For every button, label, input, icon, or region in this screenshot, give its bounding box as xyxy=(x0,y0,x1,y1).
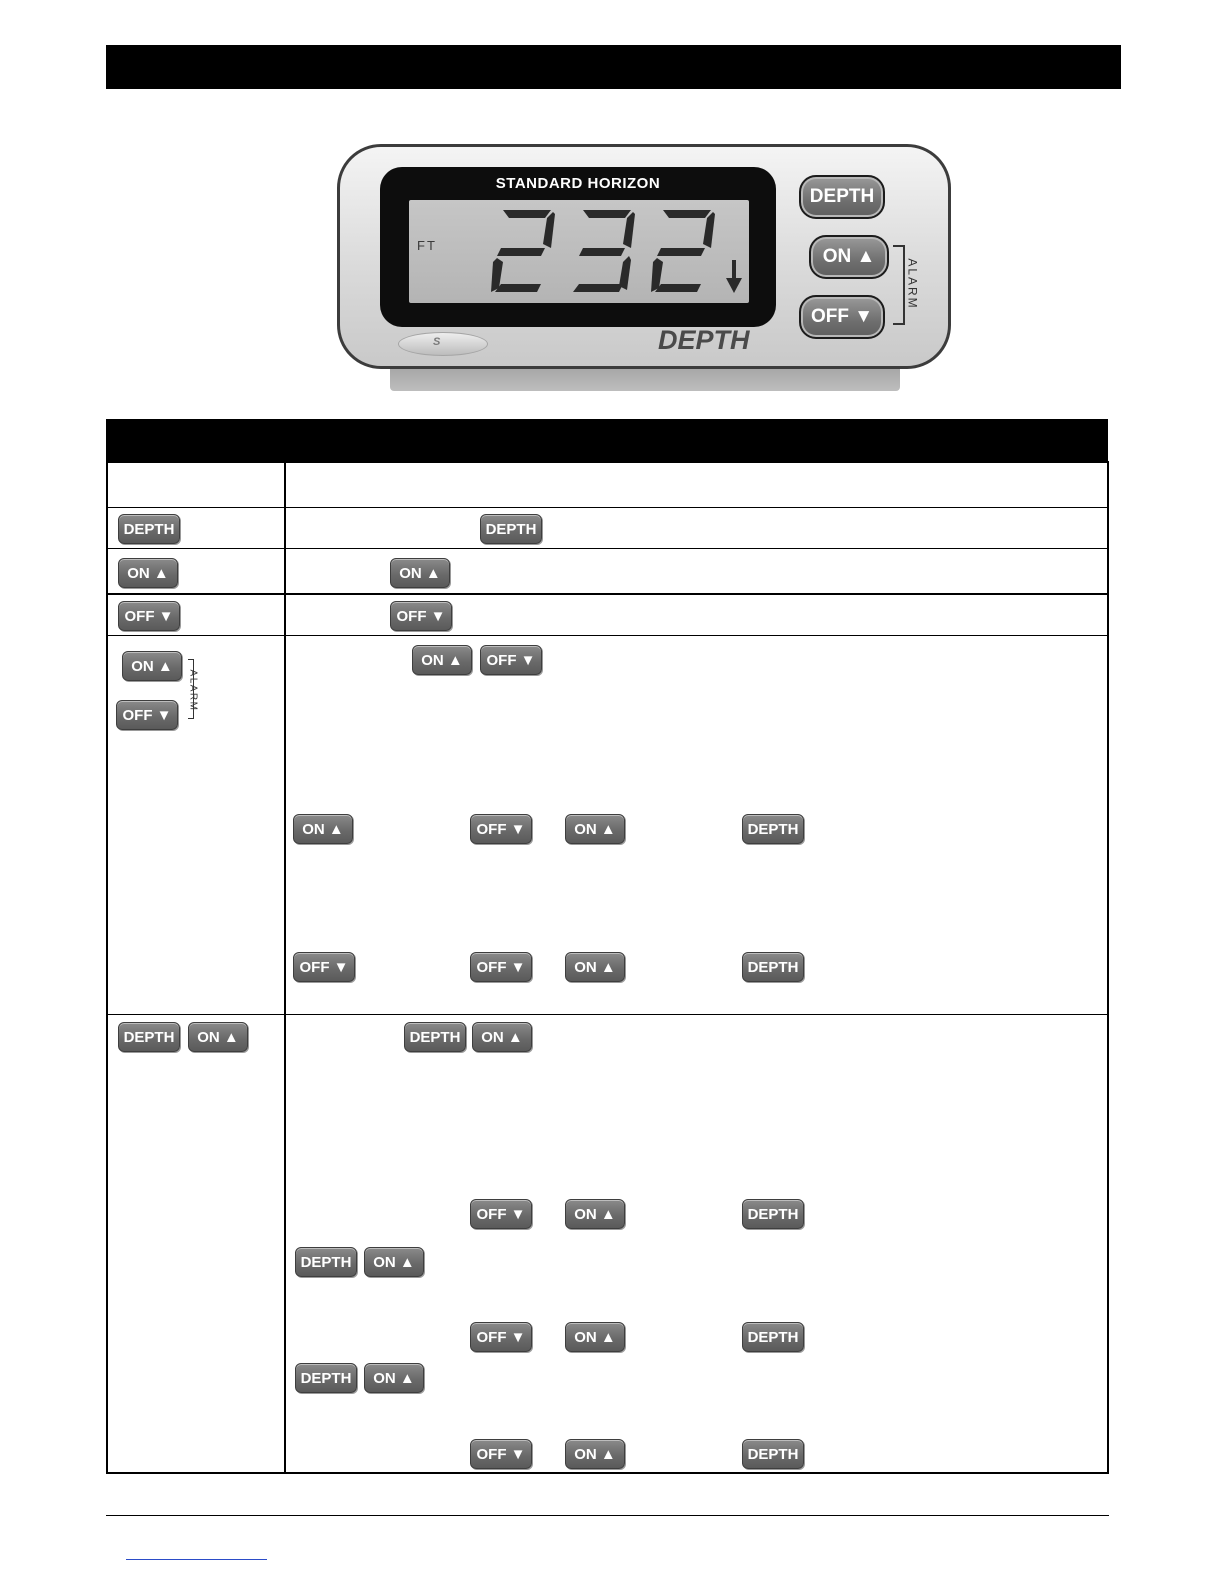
off-key-icon: OFF ▼ xyxy=(480,645,542,675)
depth-key-icon: DEPTH xyxy=(742,1322,804,1352)
off-key-icon: OFF ▼ xyxy=(470,1199,532,1229)
row-divider xyxy=(108,593,1107,595)
depth-sounder-device xyxy=(337,144,951,369)
device-depth-button[interactable]: DEPTH xyxy=(799,175,885,219)
device-alarm-on-button[interactable]: ON ▲ xyxy=(809,235,889,279)
depth-key-icon: DEPTH xyxy=(295,1247,357,1277)
footer-link-underline[interactable] xyxy=(126,1559,267,1560)
off-key-icon: OFF ▼ xyxy=(470,1322,532,1352)
off-key-icon: OFF ▼ xyxy=(470,1439,532,1469)
off-key-icon: OFF ▼ xyxy=(293,952,355,982)
lcd-digit-3 xyxy=(573,210,635,292)
device-alarm-off-button[interactable]: OFF ▼ xyxy=(799,295,885,339)
on-key-icon: ON ▲ xyxy=(364,1363,424,1393)
row-divider xyxy=(108,635,1107,636)
off-key-icon: OFF ▼ xyxy=(118,601,180,631)
key-function-table xyxy=(106,461,1109,1474)
brand-name: STANDARD HORIZON xyxy=(495,175,661,192)
on-key-icon: ON ▲ xyxy=(293,814,353,844)
depth-key-icon: DEPTH xyxy=(742,1439,804,1469)
footer-rule xyxy=(106,1515,1109,1516)
on-key-icon: ON ▲ xyxy=(390,558,450,588)
row-divider xyxy=(108,1014,1107,1015)
on-key-icon: ON ▲ xyxy=(118,558,178,588)
row-divider xyxy=(108,548,1107,549)
alarm-label: ALARM xyxy=(905,258,920,310)
on-key-icon: ON ▲ xyxy=(472,1022,532,1052)
on-key-icon: ON ▲ xyxy=(565,1439,625,1469)
lcd-frame xyxy=(380,167,776,327)
lcd-digit-display xyxy=(489,204,729,300)
depth-key-icon: DEPTH xyxy=(480,514,542,544)
row-divider xyxy=(108,507,1107,508)
table-column-divider xyxy=(284,463,286,1472)
down-arrow-icon xyxy=(725,260,743,294)
depth-key-icon: DEPTH xyxy=(742,814,804,844)
lcd-digit-2 xyxy=(491,210,555,292)
on-key-icon: ON ▲ xyxy=(122,651,182,681)
off-key-icon: OFF ▼ xyxy=(470,952,532,982)
depth-key-icon: DEPTH xyxy=(404,1022,466,1052)
table-header-bar xyxy=(106,419,1108,463)
alarm-bracket xyxy=(893,245,905,325)
depth-key-icon: DEPTH xyxy=(118,1022,180,1052)
lcd-screen xyxy=(409,200,749,303)
on-key-icon: ON ▲ xyxy=(565,952,625,982)
on-key-icon: ON ▲ xyxy=(188,1022,248,1052)
lcd-unit-label: FT xyxy=(417,238,437,253)
on-key-icon: ON ▲ xyxy=(364,1247,424,1277)
off-key-icon: OFF ▼ xyxy=(390,601,452,631)
on-key-icon: ON ▲ xyxy=(565,814,625,844)
device-label: DEPTH xyxy=(658,325,750,355)
on-key-icon: ON ▲ xyxy=(412,645,472,675)
off-key-icon: OFF ▼ xyxy=(116,700,178,730)
lcd-digit-2b xyxy=(651,210,715,292)
brand-logo: S xyxy=(398,332,488,356)
depth-key-icon: DEPTH xyxy=(742,952,804,982)
depth-key-icon: DEPTH xyxy=(118,514,180,544)
depth-key-icon: DEPTH xyxy=(742,1199,804,1229)
depth-key-icon: DEPTH xyxy=(295,1363,357,1393)
section-header-bar xyxy=(106,45,1121,89)
alarm-label: ALARM xyxy=(187,669,199,712)
on-key-icon: ON ▲ xyxy=(565,1199,625,1229)
off-key-icon: OFF ▼ xyxy=(470,814,532,844)
on-key-icon: ON ▲ xyxy=(565,1322,625,1352)
